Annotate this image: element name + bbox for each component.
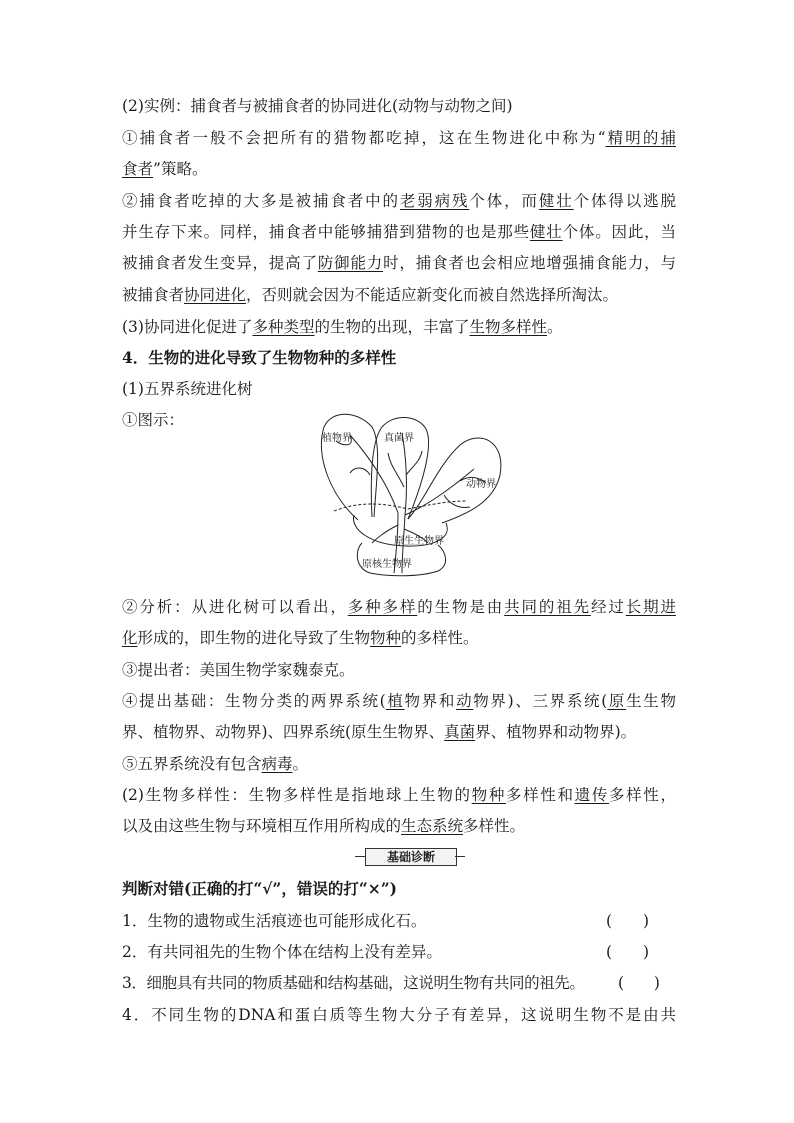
underlined-term: 真菌: [444, 723, 476, 741]
underlined-term: 精明的捕: [605, 129, 676, 147]
section-heading-diversity: 4．生物的进化导致了生物物种的多样性: [122, 348, 397, 367]
paragraph-line: ②分析：从进化树可以看出，多种多样的生物是由共同的祖先经过长期进: [122, 598, 676, 616]
underlined-term: 病毒: [261, 755, 293, 773]
underlined-term: 动: [456, 692, 474, 710]
underlined-term: 生物多样性: [469, 318, 548, 336]
paragraph-line: ①捕食者一般不会把所有的猎物都吃掉，这在生物进化中称为“精明的捕: [122, 129, 676, 147]
paragraph-line: ⑤五界系统没有包含病毒。: [122, 755, 309, 773]
underlined-term: 协同进化: [184, 286, 247, 304]
underlined-term: 老弱病残: [399, 192, 470, 210]
question-item: 4．不同生物的DNA和蛋白质等生物大分子有差异，这说明生物不是由共: [122, 1006, 676, 1024]
paragraph-line: 被捕食者协同进化，否则就会因为不能适应新变化而被自然选择所淘汰。: [122, 286, 619, 304]
label-plant-kingdom: 植物界: [322, 433, 352, 444]
underlined-term: 遗传: [574, 786, 609, 804]
answer-blank[interactable]: ( ): [606, 912, 650, 930]
paragraph-line: (3)协同进化促进了多种类型的生物的出现，丰富了生物多样性。: [122, 318, 563, 336]
question-item: 1．生物的遗物或生活痕迹也可能形成化石。 ( ): [122, 912, 650, 930]
paragraph-line: 界、植物界、动物界)、四界系统(原生生物界、真菌界、植物界和动物界)。: [122, 723, 637, 741]
underlined-term: 植: [385, 692, 405, 710]
answer-blank[interactable]: ( ): [618, 974, 660, 992]
paragraph-line: 食者”策略。: [122, 160, 208, 178]
paragraph-line: ③提出者：美国生物学家魏泰克。: [122, 661, 355, 679]
label-monera-kingdom: 原核生物界: [362, 559, 412, 570]
paragraph-line: 以及由这些生物与环境相互作用所构成的生态系统多样性。: [122, 817, 526, 835]
underlined-term: 防御能力: [317, 254, 384, 272]
underlined-term: 多种多样: [347, 598, 418, 616]
underlined-term: 化: [122, 629, 138, 647]
paragraph-line: ②捕食者吃掉的大多是被捕食者中的老弱病残个体，而健壮个体得以逃脱: [122, 192, 676, 210]
underlined-term: 健壮: [538, 192, 574, 210]
label-protist-kingdom: 原生生物界: [394, 536, 444, 547]
underlined-term: 原: [607, 692, 627, 710]
answer-blank[interactable]: ( ): [606, 943, 650, 961]
underlined-term: 长期进: [625, 598, 676, 616]
diagnosis-instruction: 判断对错(正确的打“√”，错误的打“×”): [122, 879, 398, 898]
paragraph-line: 化形成的，即生物的进化导致了生物物种的多样性。: [122, 629, 479, 647]
underlined-term: 生态系统: [401, 817, 464, 835]
underlined-term: 物种: [471, 786, 506, 804]
figure-label: ①图示：: [122, 411, 185, 429]
underlined-term: 共同的祖先: [504, 598, 591, 616]
section-heading-example: (2)实例：捕食者与被捕食者的协同进化(动物与动物之间): [122, 97, 513, 115]
badge-label: 基础诊断: [365, 848, 457, 866]
underlined-term: 物种: [370, 629, 402, 647]
paragraph-line: 并生存下来。同样，捕食者中能够捕猎到猎物的也是那些健壮个体。因此，当: [122, 223, 676, 241]
label-animal-kingdom: 动物界: [466, 479, 496, 490]
subsection-heading: (1)五界系统进化树: [122, 380, 253, 398]
paragraph-line: (2)生物多样性：生物多样性是指地球上生物的物种多样性和遗传多样性，: [122, 786, 676, 804]
question-item: 3．细胞具有共同的物质基础和结构基础，这说明生物有共同的祖先。 ( ): [122, 974, 660, 992]
section-badge: [355, 846, 465, 866]
question-item: 2．有共同祖先的生物个体在结构上没有差异。 ( ): [122, 943, 650, 961]
paragraph-line: 被捕食者发生变异，提高了防御能力时，捕食者也会相应地增强捕食能力，与: [122, 254, 676, 272]
label-fungi-kingdom: 真菌界: [384, 433, 414, 444]
five-kingdom-tree-figure: [310, 405, 510, 580]
underlined-term: 食者: [122, 160, 154, 178]
underlined-term: 健壮: [529, 223, 563, 241]
paragraph-line: ④提出基础：生物分类的两界系统(植物界和动物界)、三界系统(原生生物: [122, 692, 676, 710]
underlined-term: 多种类型: [252, 318, 315, 336]
